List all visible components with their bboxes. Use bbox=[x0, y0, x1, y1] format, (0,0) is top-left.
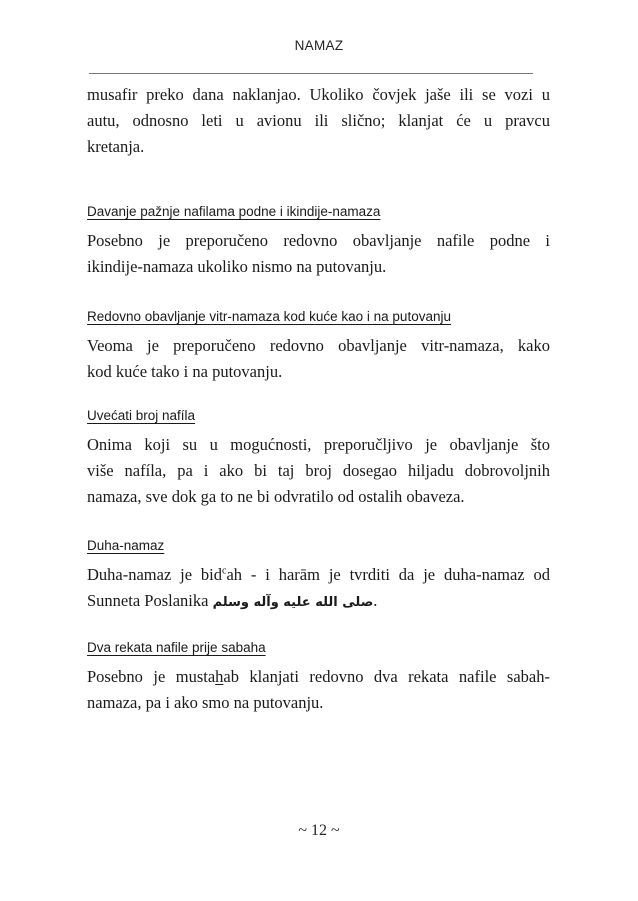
paragraph-line: Veoma je preporučeno redovno obavljanje vitr-namaza, kako bbox=[87, 336, 550, 355]
paragraph-line: Posebno je preporučeno redovno obavljanje nafile podne i bbox=[87, 231, 550, 250]
superscript-ayn: c bbox=[222, 565, 227, 577]
section-paragraph bbox=[87, 664, 550, 716]
intro-paragraph bbox=[87, 82, 550, 160]
text-run: Posebno je musta bbox=[87, 667, 216, 686]
paragraph-line bbox=[87, 562, 550, 588]
paragraph-line: više nafíla, pa i ako bi taj broj dosegao hiljadu dobrovoljnih bbox=[87, 461, 550, 480]
paragraph-line: kretanja. bbox=[87, 137, 145, 156]
text-run: Sunneta Poslanika bbox=[87, 591, 213, 610]
section-paragraph bbox=[87, 562, 550, 616]
section-heading: Uvećati broj nafíla bbox=[87, 408, 196, 423]
paragraph-line bbox=[87, 588, 550, 616]
paragraph-line bbox=[87, 664, 550, 690]
header-rule bbox=[89, 73, 533, 74]
paragraph-line: ikindije-namaza ukoliko nismo na putovanju. bbox=[87, 257, 387, 276]
running-header: NAMAZ bbox=[294, 38, 344, 53]
section-paragraph bbox=[87, 333, 550, 385]
paragraph-line: namaza, sve dok ga to ne bi odvratilo od ostalih obaveza. bbox=[87, 487, 465, 506]
paragraph-line: namaza, pa i ako smo na putovanju. bbox=[87, 693, 324, 712]
section-heading: Redovno obavljanje vitr-namaza kod kuće kao i na putovanju bbox=[87, 309, 451, 324]
section-heading: Dva rekata nafile prije sabaha bbox=[87, 640, 266, 655]
paragraph-line: autu, odnosno leti u avionu ili slično; klanjat će u pravcu bbox=[87, 111, 550, 130]
section-heading: Duha-namaz bbox=[87, 538, 165, 553]
section-paragraph bbox=[87, 228, 550, 280]
text-run: Duha-namaz je bid bbox=[87, 565, 223, 584]
page-number: ~ 12 ~ bbox=[298, 822, 340, 839]
paragraph-line: kod kuće tako i na putovanju. bbox=[87, 362, 283, 381]
underlined-letter: h bbox=[215, 667, 224, 686]
paragraph-line: Onima koji su u mogućnosti, preporučljivo je obavljanje što bbox=[87, 435, 550, 454]
text-run: ah - i harām je tvrditi da je duha-namaz od bbox=[226, 565, 550, 584]
section-heading: Davanje pažnje nafilama podne i ikindije-namaza bbox=[87, 204, 381, 219]
section-paragraph bbox=[87, 432, 550, 510]
paragraph-line: musafir preko dana naklanjao. Ukoliko čovjek jaše ili se vozi u bbox=[87, 85, 550, 104]
arabic-salawat: صلى الله عليه وآله وسلم bbox=[212, 595, 374, 610]
text-run: . bbox=[373, 591, 378, 610]
text-run: ab klanjati redovno dva rekata nafile sabah- bbox=[223, 667, 550, 686]
